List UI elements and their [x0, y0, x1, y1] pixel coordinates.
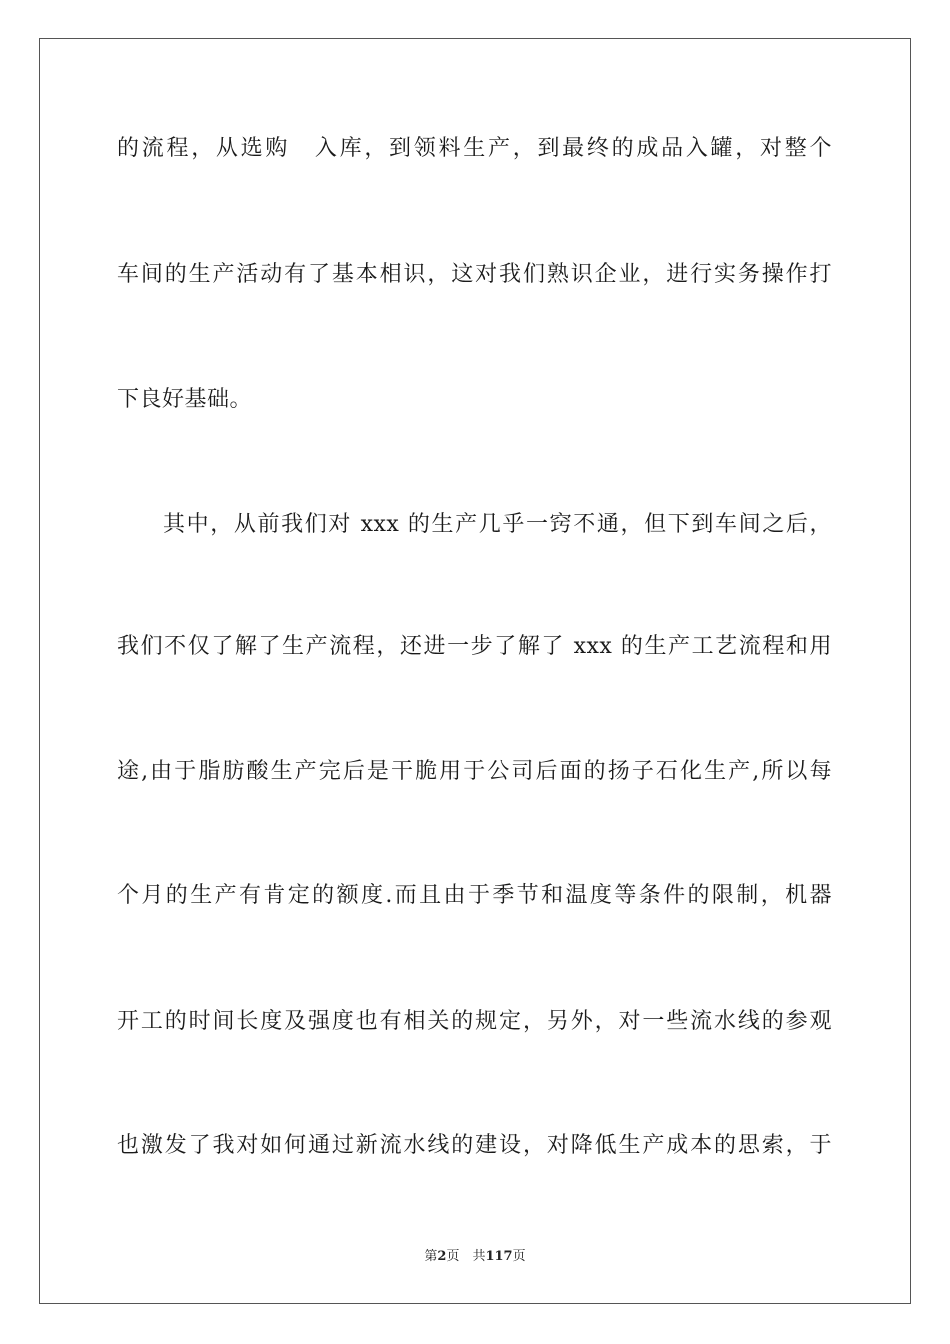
body-text-line-9: 也激发了我对如何通过新流水线的建设，对降低生产成本的思索，于	[117, 1133, 832, 1158]
body-text-line-2: 车间的生产活动有了基本相识，这对我们熟识企业，进行实务操作打	[117, 262, 832, 287]
body-text-line-4: 其中，从前我们对 xxx 的生产几乎一窍不通，但下到车间之后，	[163, 512, 832, 537]
body-text-line-6: 途,由于脂肪酸生产完后是干脆用于公司后面的扬子石化生产,所以每	[117, 759, 832, 784]
body-text-line-5: 我们不仅了解了生产流程，还进一步了解了 xxx 的生产工艺流程和用	[117, 634, 832, 659]
footer-middle: 页 共	[446, 1249, 486, 1264]
body-text-line-8: 开工的时间长度及强度也有相关的规定，另外，对一些流水线的参观	[117, 1009, 832, 1034]
page-footer	[0, 1248, 950, 1266]
footer-suffix: 页	[512, 1249, 526, 1264]
footer-prefix: 第	[424, 1249, 438, 1264]
body-text-line-7: 个月的生产有肯定的额度.而且由于季节和温度等条件的限制，机器	[117, 883, 832, 908]
current-page-number: 2	[437, 1249, 447, 1264]
total-page-count: 117	[485, 1249, 513, 1264]
page-border	[39, 38, 911, 1304]
body-text-line-1: 的流程，从选购 入库，到领料生产，到最终的成品入罐，对整个	[117, 136, 832, 161]
body-text-line-3: 下良好基础。	[117, 387, 253, 412]
